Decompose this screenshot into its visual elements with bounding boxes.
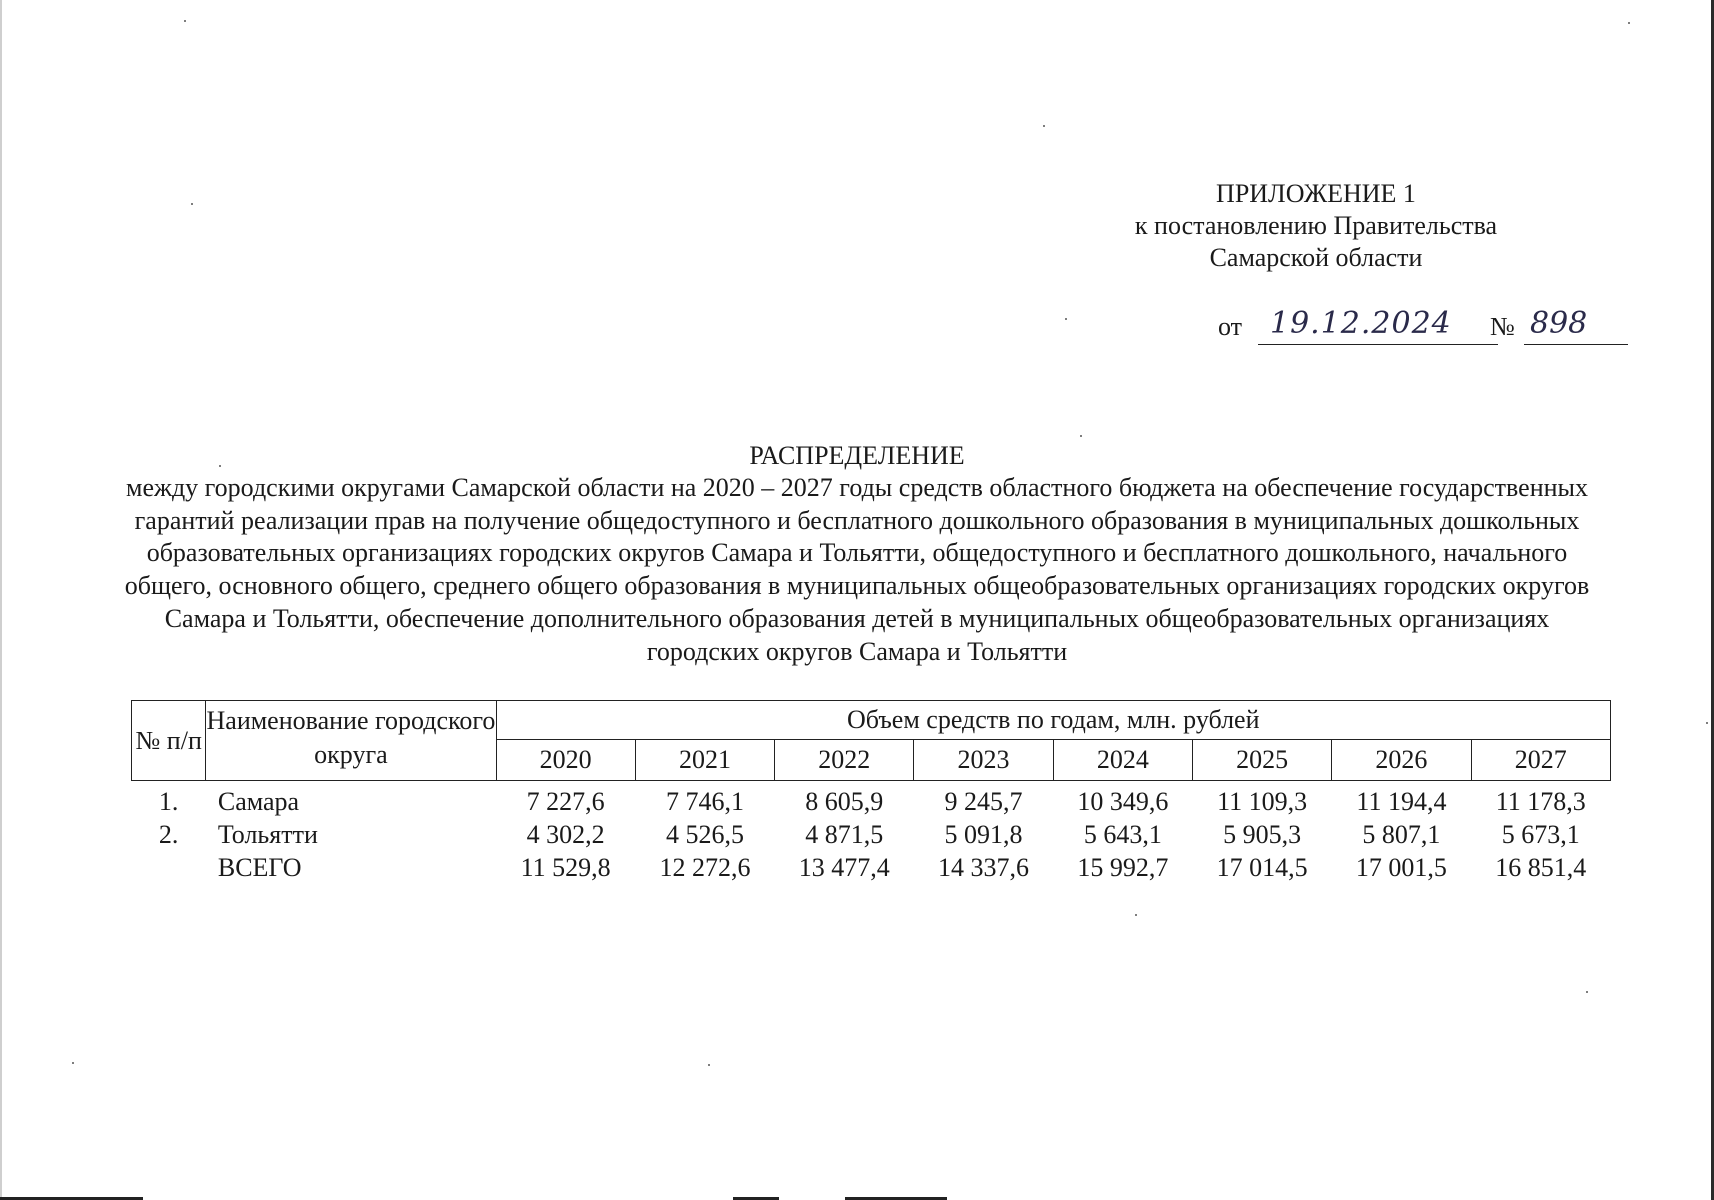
total-amount-cell: 17 014,5 <box>1216 853 1308 882</box>
appendix-region: Самарской области <box>1209 243 1423 272</box>
amount-cell: 5 807,1 <box>1362 820 1441 849</box>
row-number: 2. <box>158 820 179 849</box>
total-label: ВСЕГО <box>217 853 302 882</box>
total-amount-cell: 14 337,6 <box>938 853 1030 882</box>
column-header-year: 2020 <box>496 740 635 781</box>
column-header-year: 2026 <box>1332 740 1471 781</box>
district-name: Самара <box>217 787 300 816</box>
amount-cell: 11 194,4 <box>1356 787 1447 816</box>
amount-cell: 5 091,8 <box>944 820 1023 849</box>
total-amount-cell: 15 992,7 <box>1077 853 1169 882</box>
total-amount-cell: 13 477,4 <box>798 853 890 882</box>
row-number: 1. <box>158 787 179 816</box>
amount-cell: 4 871,5 <box>805 820 884 849</box>
column-header-year: 2027 <box>1471 740 1610 781</box>
amount-cell: 4 526,5 <box>665 820 744 849</box>
amount-cell: 5 673,1 <box>1501 820 1580 849</box>
column-header-year: 2024 <box>1053 740 1192 781</box>
appendix-label: ПРИЛОЖЕНИЕ 1 <box>1216 179 1416 208</box>
table-row-total <box>132 851 1611 884</box>
column-header-district: Наименование городского округа <box>206 701 496 781</box>
total-amount-cell: 12 272,6 <box>659 853 751 882</box>
total-amount-cell: 16 851,4 <box>1495 853 1587 882</box>
column-header-year: 2022 <box>775 740 914 781</box>
scan-edge-left <box>0 0 2 1200</box>
amount-cell: 10 349,6 <box>1077 787 1169 816</box>
scan-speck <box>1135 914 1137 916</box>
scan-speck <box>1080 435 1082 437</box>
scan-speck <box>1628 22 1630 24</box>
column-header-number: № п/п <box>132 701 206 781</box>
distribution-table <box>131 700 1611 884</box>
amount-cell: 7 746,1 <box>665 787 744 816</box>
amount-cell: 5 643,1 <box>1083 820 1162 849</box>
total-amount-cell: 17 001,5 <box>1355 853 1447 882</box>
decree-number-label: № <box>1490 312 1515 341</box>
table-row <box>132 818 1611 851</box>
amount-cell: 7 227,6 <box>526 787 605 816</box>
scan-speck <box>1586 991 1588 993</box>
amount-cell: 9 245,7 <box>944 787 1023 816</box>
document-subtitle: между городскими округами Самарской области на 2020 – 2027 годы средств областного бюджета на обеспечение государственных гарантий реализации прав на получение общедоступного и бесплатного дошкольного образования в муниципальных дошкольных образовательных организациях городских округов Самара и Тольятти, общедоступного и бесплатного дошкольного, начального общего, основного общего, среднего общего образования в муниципальных общеобразовательных организациях городских округов Самара и Тольятти, обеспечение дополнительного образования детей в муниципальных общеобразовательных организациях городских округов Самара и Тольятти <box>124 473 1590 666</box>
scan-speck <box>1043 125 1045 127</box>
column-header-year: 2023 <box>914 740 1053 781</box>
scan-speck <box>1065 318 1067 320</box>
decree-date-handwritten: 19.12.2024 <box>1258 306 1498 345</box>
column-header-year: 2021 <box>635 740 774 781</box>
district-name: Тольятти <box>217 820 318 849</box>
appendix-reference: к постановлению Правительства <box>1134 211 1498 240</box>
scan-speck <box>1706 722 1708 724</box>
scan-speck <box>191 203 193 205</box>
table-row <box>132 781 1611 819</box>
scan-speck <box>184 20 186 22</box>
decree-number-handwritten: 898 <box>1524 306 1628 345</box>
appendix-header <box>1134 178 1498 274</box>
row-number <box>132 851 206 884</box>
column-group-header-amounts: Объем средств по годам, млн. рублей <box>496 701 1611 740</box>
amount-cell: 11 178,3 <box>1495 787 1586 816</box>
amount-cell: 8 605,9 <box>805 787 884 816</box>
scan-speck <box>72 1062 74 1064</box>
column-header-year: 2025 <box>1192 740 1331 781</box>
amount-cell: 5 905,3 <box>1223 820 1302 849</box>
total-amount-cell: 11 529,8 <box>520 853 611 882</box>
amount-cell: 4 302,2 <box>526 820 605 849</box>
document-title: РАСПРЕДЕЛЕНИЕ <box>749 441 965 470</box>
scan-speck <box>708 1064 710 1066</box>
decree-from-label: от <box>1218 312 1243 341</box>
amount-cell: 11 109,3 <box>1217 787 1308 816</box>
